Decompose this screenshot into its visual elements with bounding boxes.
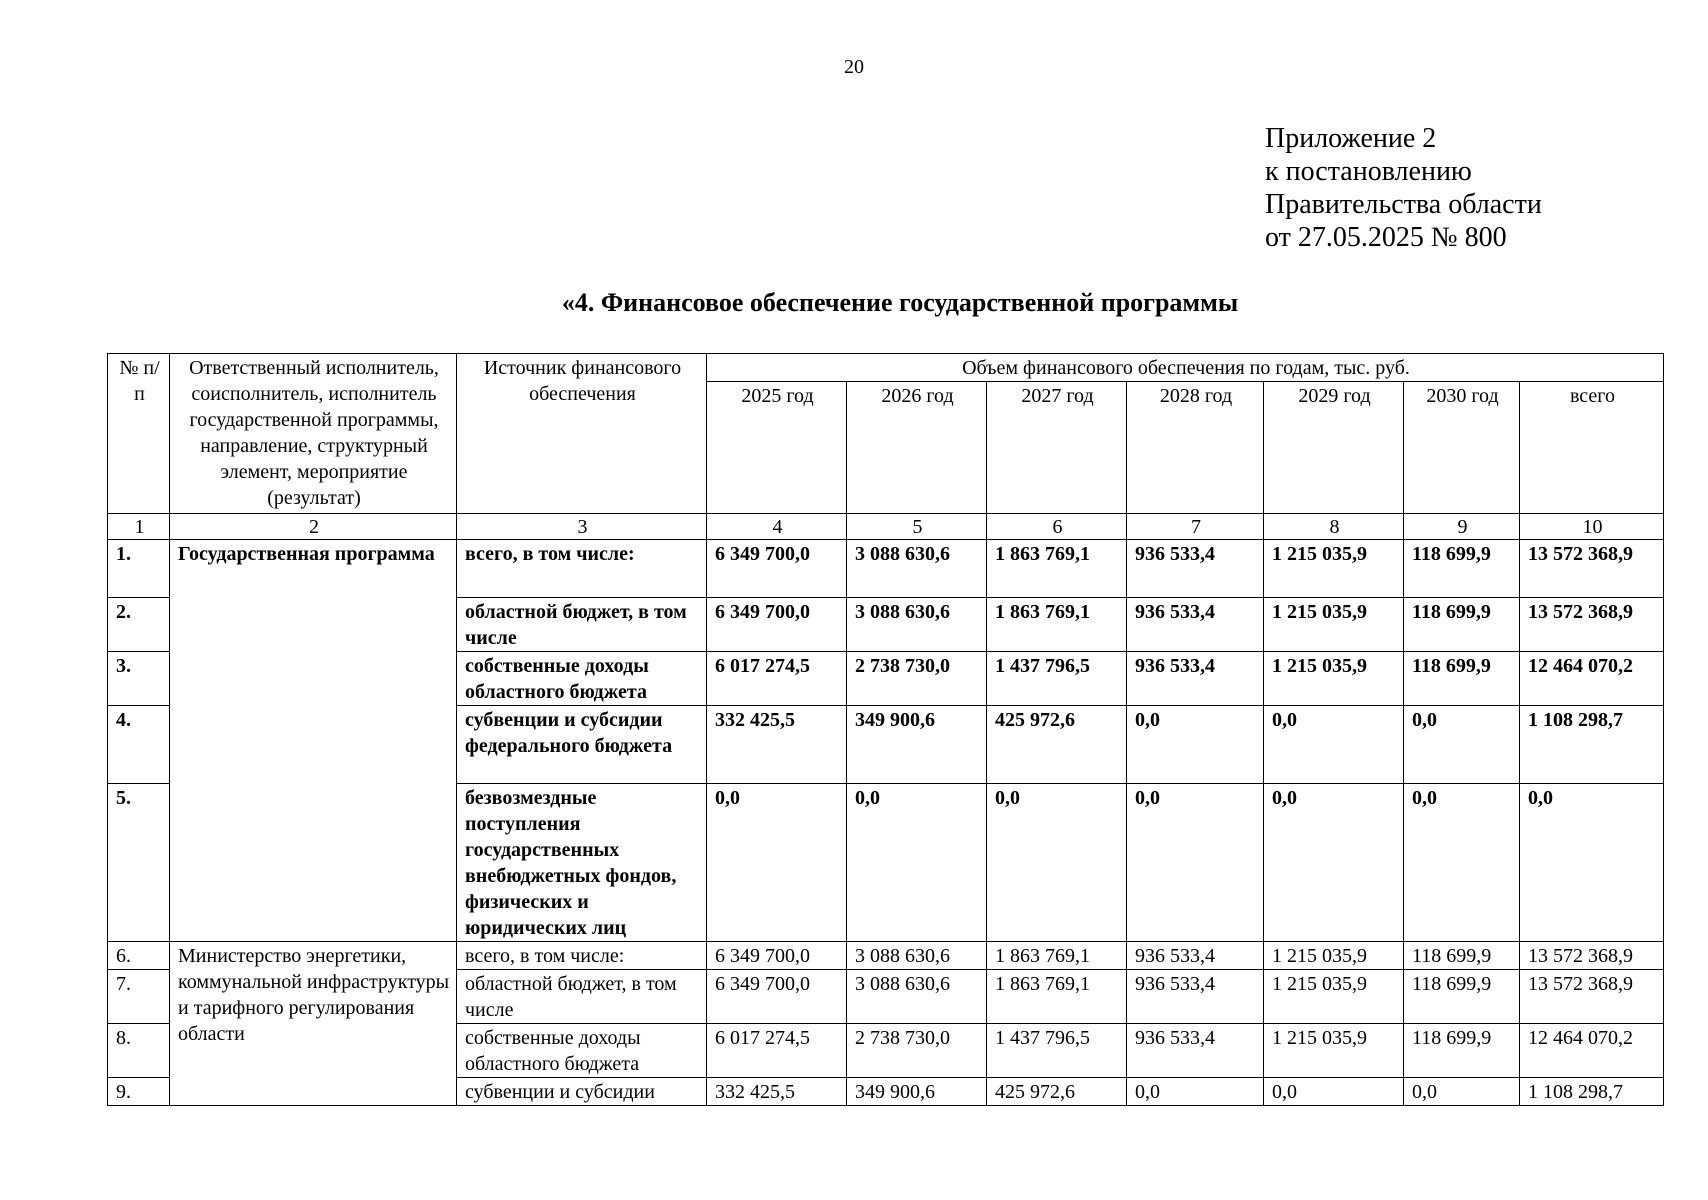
total-value-cell: 13 572 368,9 (1520, 540, 1664, 598)
executor-cell: Министерство энергетики, коммунальной инфраструктуры и тарифного регулирования области (170, 942, 457, 1106)
appendix-block (1265, 122, 1542, 254)
year-value-cell: 332 425,5 (707, 706, 847, 784)
year-value-cell: 936 533,4 (1127, 598, 1264, 652)
year-value-cell: 118 699,9 (1404, 942, 1520, 970)
total-value-cell: 1 108 298,7 (1520, 706, 1664, 784)
year-value-cell: 1 215 035,9 (1264, 540, 1404, 598)
total-value-cell: 13 572 368,9 (1520, 942, 1664, 970)
document-title: «4. Финансовое обеспечение государственной программы (561, 288, 1239, 317)
year-value-cell: 118 699,9 (1404, 598, 1520, 652)
row-number: 8. (108, 1024, 170, 1078)
year-value-cell: 0,0 (1127, 1078, 1264, 1106)
year-value-cell: 3 088 630,6 (847, 540, 987, 598)
header-row (108, 354, 1664, 382)
source-cell: собственные доходы областного бюджета (457, 652, 707, 706)
total-value-cell: 12 464 070,2 (1520, 652, 1664, 706)
total-value-cell: 1 108 298,7 (1520, 1078, 1664, 1106)
column-number: 3 (457, 514, 707, 540)
year-value-cell: 6 349 700,0 (707, 540, 847, 598)
row-number: 2. (108, 598, 170, 652)
year-value-cell: 0,0 (707, 784, 847, 942)
header-total: всего (1520, 382, 1664, 514)
year-value-cell: 6 349 700,0 (707, 970, 847, 1024)
table-row (108, 942, 1664, 970)
year-value-cell: 936 533,4 (1127, 942, 1264, 970)
row-number: 9. (108, 1078, 170, 1106)
header-year: 2026 год (847, 382, 987, 514)
column-number: 7 (1127, 514, 1264, 540)
year-value-cell: 0,0 (1127, 784, 1264, 942)
year-value-cell: 1 215 035,9 (1264, 970, 1404, 1024)
source-cell: областной бюджет, в том числе (457, 970, 707, 1024)
year-value-cell: 349 900,6 (847, 706, 987, 784)
row-number: 3. (108, 652, 170, 706)
year-value-cell: 6 017 274,5 (707, 1024, 847, 1078)
year-value-cell: 1 215 035,9 (1264, 1024, 1404, 1078)
year-value-cell: 936 533,4 (1127, 1024, 1264, 1078)
header-year: 2030 год (1404, 382, 1520, 514)
total-value-cell: 13 572 368,9 (1520, 598, 1664, 652)
year-value-cell: 3 088 630,6 (847, 942, 987, 970)
year-value-cell: 1 215 035,9 (1264, 942, 1404, 970)
column-number: 6 (987, 514, 1127, 540)
year-value-cell: 1 863 769,1 (987, 970, 1127, 1024)
year-value-cell: 0,0 (1264, 784, 1404, 942)
total-value-cell: 12 464 070,2 (1520, 1024, 1664, 1078)
year-value-cell: 0,0 (1404, 784, 1520, 942)
year-value-cell: 2 738 730,0 (847, 1024, 987, 1078)
row-number: 1. (108, 540, 170, 598)
header-year: 2027 год (987, 382, 1127, 514)
year-value-cell: 936 533,4 (1127, 652, 1264, 706)
header-cell-no: № п/п (108, 354, 170, 514)
column-number: 1 (108, 514, 170, 540)
appendix-line: к постановлению (1265, 156, 1472, 187)
year-value-cell: 0,0 (987, 784, 1127, 942)
year-value-cell: 1 437 796,5 (987, 652, 1127, 706)
source-cell: субвенции и субсидии федерального бюджета (457, 706, 707, 784)
row-number: 5. (108, 784, 170, 942)
year-value-cell: 118 699,9 (1404, 540, 1520, 598)
column-number: 2 (170, 514, 457, 540)
year-value-cell: 6 349 700,0 (707, 598, 847, 652)
header-cell-volume: Объем финансового обеспечения по годам, тыс. руб. (707, 354, 1664, 382)
column-number: 10 (1520, 514, 1664, 540)
year-value-cell: 425 972,6 (987, 1078, 1127, 1106)
year-value-cell: 1 215 035,9 (1264, 598, 1404, 652)
year-value-cell: 0,0 (847, 784, 987, 942)
year-value-cell: 425 972,6 (987, 706, 1127, 784)
header-cell-executor: Ответственный исполнитель, соисполнитель, исполнитель государственной программы, направление, структурный элемент, мероприятие (результат) (170, 354, 457, 514)
year-value-cell: 6 017 274,5 (707, 652, 847, 706)
column-number: 4 (707, 514, 847, 540)
table-row (108, 540, 1664, 598)
header-cell-source: Источник финансового обеспечения (457, 354, 707, 514)
year-value-cell: 349 900,6 (847, 1078, 987, 1106)
appendix-line: от 27.05.2025 № 800 (1265, 222, 1507, 253)
header-year: 2025 год (707, 382, 847, 514)
year-value-cell: 0,0 (1264, 1078, 1404, 1106)
year-value-cell: 3 088 630,6 (847, 970, 987, 1024)
total-value-cell: 13 572 368,9 (1520, 970, 1664, 1024)
page-number: 20 (844, 56, 864, 78)
source-cell: субвенции и субсидии (457, 1078, 707, 1106)
year-value-cell: 0,0 (1127, 706, 1264, 784)
column-number: 9 (1404, 514, 1520, 540)
year-value-cell: 3 088 630,6 (847, 598, 987, 652)
executor-cell: Государственная программа (170, 540, 457, 942)
source-cell: областной бюджет, в том числе (457, 598, 707, 652)
year-value-cell: 118 699,9 (1404, 1024, 1520, 1078)
appendix-line: Правительства области (1265, 189, 1542, 220)
year-value-cell: 936 533,4 (1127, 540, 1264, 598)
source-cell: всего, в том числе: (457, 942, 707, 970)
year-value-cell: 936 533,4 (1127, 970, 1264, 1024)
year-value-cell: 2 738 730,0 (847, 652, 987, 706)
column-number-row (108, 514, 1664, 540)
year-value-cell: 118 699,9 (1404, 652, 1520, 706)
column-number: 8 (1264, 514, 1404, 540)
source-cell: всего, в том числе: (457, 540, 707, 598)
row-number: 6. (108, 942, 170, 970)
row-number: 4. (108, 706, 170, 784)
year-value-cell: 332 425,5 (707, 1078, 847, 1106)
financing-table (107, 353, 1664, 1106)
year-value-cell: 0,0 (1404, 706, 1520, 784)
header-year: 2029 год (1264, 382, 1404, 514)
year-value-cell: 1 215 035,9 (1264, 652, 1404, 706)
year-value-cell: 1 437 796,5 (987, 1024, 1127, 1078)
row-number: 7. (108, 970, 170, 1024)
total-value-cell: 0,0 (1520, 784, 1664, 942)
year-value-cell: 0,0 (1404, 1078, 1520, 1106)
year-value-cell: 0,0 (1264, 706, 1404, 784)
year-value-cell: 1 863 769,1 (987, 540, 1127, 598)
source-cell: безвозмездные поступления государственных внебюджетных фондов, физических и юридических лиц (457, 784, 707, 942)
column-number: 5 (847, 514, 987, 540)
year-value-cell: 118 699,9 (1404, 970, 1520, 1024)
year-value-cell: 1 863 769,1 (987, 942, 1127, 970)
header-year: 2028 год (1127, 382, 1264, 514)
year-value-cell: 1 863 769,1 (987, 598, 1127, 652)
source-cell: собственные доходы областного бюджета (457, 1024, 707, 1078)
year-value-cell: 6 349 700,0 (707, 942, 847, 970)
appendix-line: Приложение 2 (1265, 123, 1437, 154)
